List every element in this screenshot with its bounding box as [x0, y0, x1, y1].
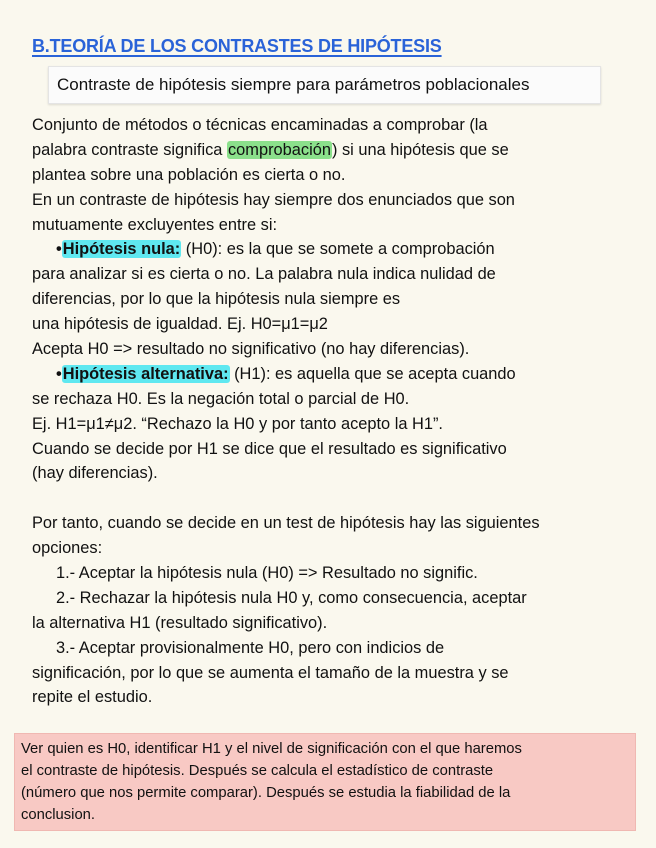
- section-title: B.TEORÍA DE LOS CONTRASTES DE HIPÓTESIS: [32, 36, 442, 56]
- option-3: [32, 636, 638, 661]
- option-2: [32, 586, 638, 611]
- highlight-comprobacion: comprobación: [227, 140, 331, 159]
- note-box: [14, 733, 636, 831]
- note-line-2: el contraste de hipótesis. Después se calcula el estadístico de contraste: [21, 763, 494, 779]
- alt-line-3: Ej. H1=μ1≠μ2. “Rechazo la H0 y por tanto acepto la H1”.: [32, 414, 443, 433]
- intro-line-2-start: palabra contraste significa: [32, 140, 227, 159]
- nula-line-1: [32, 237, 638, 262]
- spacer: [32, 486, 638, 511]
- nula-line-5: Acepta H0 => resultado no significativo (no hay diferencias).: [32, 340, 470, 359]
- subtitle-text: Contraste de hipótesis siempre para parámetros poblacionales: [57, 75, 530, 94]
- nula-line-2: para analizar si es cierta o no. La palabra nula indica nulidad de: [32, 265, 496, 284]
- bullet-nula: •: [56, 240, 62, 259]
- nula-definition-start: (H0): es la que se somete a comprobación: [181, 240, 495, 259]
- intro-line-2-end: ) si una hipótesis que se: [331, 140, 509, 159]
- alt-definition-start: (H1): es aquella que se acepta cuando: [229, 364, 516, 383]
- intro-line-3: plantea sobre una población es cierta o no.: [32, 165, 346, 184]
- nula-line-4: una hipótesis de igualdad. Ej. H0=μ1=μ2: [32, 315, 328, 334]
- term-hipotesis-nula: Hipótesis nula:: [62, 240, 181, 259]
- intro-line-2: [32, 138, 638, 163]
- option-3-cont-2: repite el estudio.: [32, 688, 153, 707]
- intro-line-1: Conjunto de métodos o técnicas encaminadas a comprobar (la: [32, 116, 488, 134]
- term-hipotesis-alternativa: Hipótesis alternativa:: [62, 364, 229, 383]
- options-intro-1: Por tanto, cuando se decide en un test de hipótesis hay las siguientes: [32, 514, 540, 533]
- alt-line-1: [32, 362, 638, 387]
- alt-line-4: Cuando se decide por H1 se dice que el resultado es significativo: [32, 439, 507, 458]
- option-1: [32, 561, 638, 586]
- note-line-3: (número que nos permite comparar). Después se estudia la fiabilidad de la: [21, 785, 511, 801]
- options-intro-2: opciones:: [32, 539, 103, 558]
- intro-line-4: En un contraste de hipótesis hay siempre dos enunciados que son: [32, 190, 515, 209]
- note-line-1: Ver quien es H0, identificar H1 y el nivel de significación con el que haremos: [21, 741, 522, 757]
- option-1-text: 1.- Aceptar la hipótesis nula (H0) => Resultado no signific.: [56, 564, 478, 583]
- nula-line-3: diferencias, por lo que la hipótesis nula siempre es: [32, 290, 401, 309]
- option-2-cont: la alternativa H1 (resultado significativo).: [32, 613, 328, 632]
- bullet-alternativa: •: [56, 364, 62, 383]
- option-2-text: 2.- Rechazar la hipótesis nula H0 y, como consecuencia, aceptar: [56, 588, 527, 607]
- intro-line-5: mutuamente excluyentes entre si:: [32, 215, 278, 234]
- alt-line-5: (hay diferencias).: [32, 464, 158, 483]
- body-text: [32, 113, 638, 710]
- note-line-4: conclusion.: [21, 807, 96, 823]
- option-3-cont-1: significación, por lo que se aumenta el tamaño de la muestra y se: [32, 663, 509, 682]
- subtitle-box: [48, 66, 601, 104]
- option-3-text: 3.- Aceptar provisionalmente H0, pero con indicios de: [56, 638, 445, 657]
- alt-line-2: se rechaza H0. Es la negación total o parcial de H0.: [32, 389, 410, 408]
